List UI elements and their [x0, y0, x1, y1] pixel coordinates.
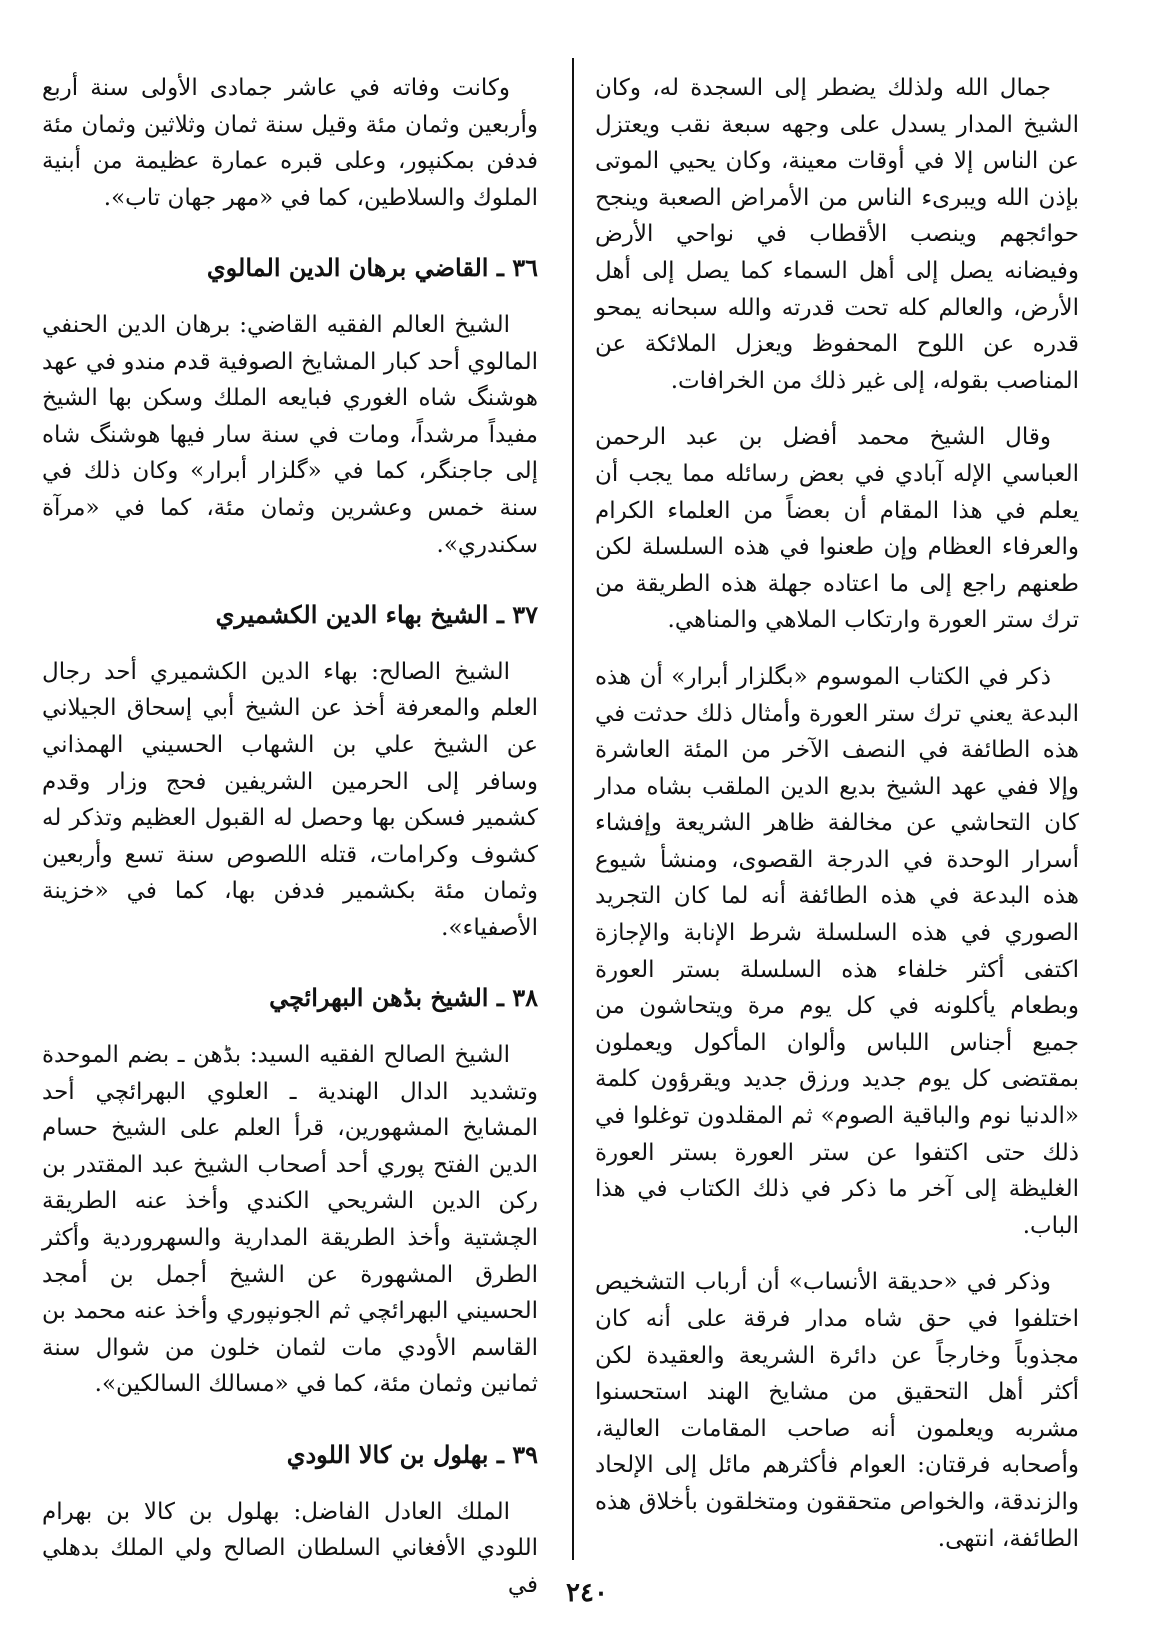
entry-text: الشيخ الصالح الفقيه السيد: بڈهن ـ بضم الموحدة وتشديد الدال الهندية ـ العلوي البهرائچي أحد المشايخ المشهورين، قرأ العلم على الشيخ حسام الدين الفتح پوري أحد أصحاب الشيخ عبد المقتدر بن ركن الدين الشريحي الكندي وأخذ عنه الطريقة الچشتية وأخذ الطريقة المدارية والسهروردية وأكثر الطرق المشهورة عن الشيخ أجمل بن أمجد الحسيني البهرائچي ثم الجونپوري وأخذ عنه محمد بن القاسم الأودي مات لثمان خلون من شوال سنة ثمانين وثمان مئة، كما في «مسالك السالكين».	[42, 1042, 538, 1398]
paragraph: وقال الشيخ محمد أفضل بن عبد الرحمن العباسي الإله آبادي في بعض رسائله مما يجب أن يعلم في هذا المقام أن بعضاً من العلماء الكرام والعرفاء العظام وإن طعنوا في هذه السلسلة لكن طعنهم راجع إلى ما اعتاده جهلة هذه الطريقة من ترك ستر العورة وارتكاب الملاهي والمناهي.	[595, 424, 1079, 634]
paragraph: جمال الله ولذلك يضطر إلى السجدة له، وكان الشيخ المدار يسدل على وجهه سبعة نقب ويعتزل عن الناس إلا في أوقات معينة، وكان يحيي الموتى بإذن الله ويبرىء الناس من الأمراض الصعبة وينجح حوائجهم وينصب الأقطاب في نواحي الأرض وفيضانه يصل إلى أهل السماء كما يصل إلى أهل الأرض، والعالم كله تحت قدرته والله سبحانه يمحو قدره عن اللوح المحفوظ ويعزل الملائكة عن المناصب بقوله، إلى غير ذلك من الخرافات.	[595, 75, 1079, 394]
paragraph: وذكر في «حديقة الأنساب» أن أرباب التشخيص اختلفوا في حق شاه مدار فرقة على أنه كان مجذوباً وخارجاً عن دائرة الشريعة والعقيدة لكن أكثر أهل التحقيق من مشايخ الهند استحسنوا مشربه ويعلمون أنه صاحب المقامات العالية، وأصحابه فرقتان: العوام فأكثرهم مائل إلى الإلحاد والزندقة، والخواص متحققون ومتخلقون بأخلاق هذه الطائفة، انتهى.	[595, 1269, 1079, 1552]
entry-text: الشيخ العالم الفقيه القاضي: برهان الدين الحنفي المالوي أحد كبار المشايخ الصوفية قدم مندو في عهد هوشنگ شاه الغوري فبايعه الملك وسكن بها الشيخ مفيداً مرشداً، ومات في سنة سار فيها هوشنگ شاه إلى جاجنگر، كما في «گلزار أبرار» وكان ذلك في سنة خمس وعشرين وثمان مئة، كما في «مرآة سكندري».	[42, 311, 538, 558]
entry-heading: ٣٦ ـ القاضي برهان الدين المالوي	[206, 253, 538, 283]
entry-text: الشيخ الصالح: بهاء الدين الكشميري أحد رجال العلم والمعرفة أخذ عن الشيخ أبي إسحاق الجيلاني عن الشيخ علي بن الشهاب الحسيني الهمذاني وسافر إلى الحرمين الشريفين فحج وزار وقدم كشمير فسكن بها وحصل له القبول العظيم وتذكر له كشوف وكرامات، قتله اللصوص سنة تسع وأربعين وثمان مئة بكشمير فدفن بها، كما في «خزينة الأصفياء».	[42, 658, 538, 941]
entry-heading: ٣٨ ـ الشيخ بڈهن البهرائچي	[269, 983, 538, 1013]
entry-heading: ٣٩ ـ بهلول بن كالا اللودي	[286, 1440, 538, 1469]
entry-heading: ٣٧ ـ الشيخ بهاء الدين الكشميري	[215, 600, 538, 630]
paragraph: ذكر في الكتاب الموسوم «بگلزار أبرار» أن هذه البدعة يعني ترك ستر العورة وأمثال ذلك حدثت في هذه الطائفة في النصف الآخر من المئة العاشرة وإلا ففي عهد الشيخ بديع الدين الملقب بشاه مدار كان التحاشي عن مخالفة ظاهر الشريعة وإفشاء أسرار الوحدة في الدرجة القصوى، ومنشأ شيوع هذه البدعة في هذه الطائفة أنه لما كان التجريد الصوري في هذه السلسلة شرط الإنابة والإجازة اكتفى أكثر خلفاء هذه السلسلة بستر العورة وبطعام يأكلونه في كل يوم مرة ويتحاشون من جميع أجناس اللباس وألوان المأكول ويعملون بمقتضى كل يوم جديد ورزق جديد ويقرؤون كلمة «الدنيا نوم والباقية الصوم» ثم المقلدون توغلوا في ذلك حتى اكتفوا عن ستر العورة بستر العورة الغليظة إلى آخر ما ذكر في ذلك الكتاب في هذا الباب.	[595, 663, 1079, 1239]
column-divider	[572, 58, 574, 1560]
page-number: ٢٤٠	[566, 1578, 608, 1608]
paragraph: وكانت وفاته في عاشر جمادى الأولى سنة أربع وأربعين وثمان مئة وقيل سنة ثمان وثلاثين وثمان مئة فدفن بمكنپور، وعلى قبره عمارة عظيمة من أبنية الملوك والسلاطين، كما في «مهر جهان تاب».	[42, 75, 538, 211]
left-column	[42, 70, 538, 1603]
entry-text: الملك العادل الفاضل: بهلول بن كالا بن بهرام اللودي الأفغاني السلطان الصالح ولي الملك بدهلي في	[42, 1498, 538, 1598]
right-column	[595, 70, 1079, 1557]
